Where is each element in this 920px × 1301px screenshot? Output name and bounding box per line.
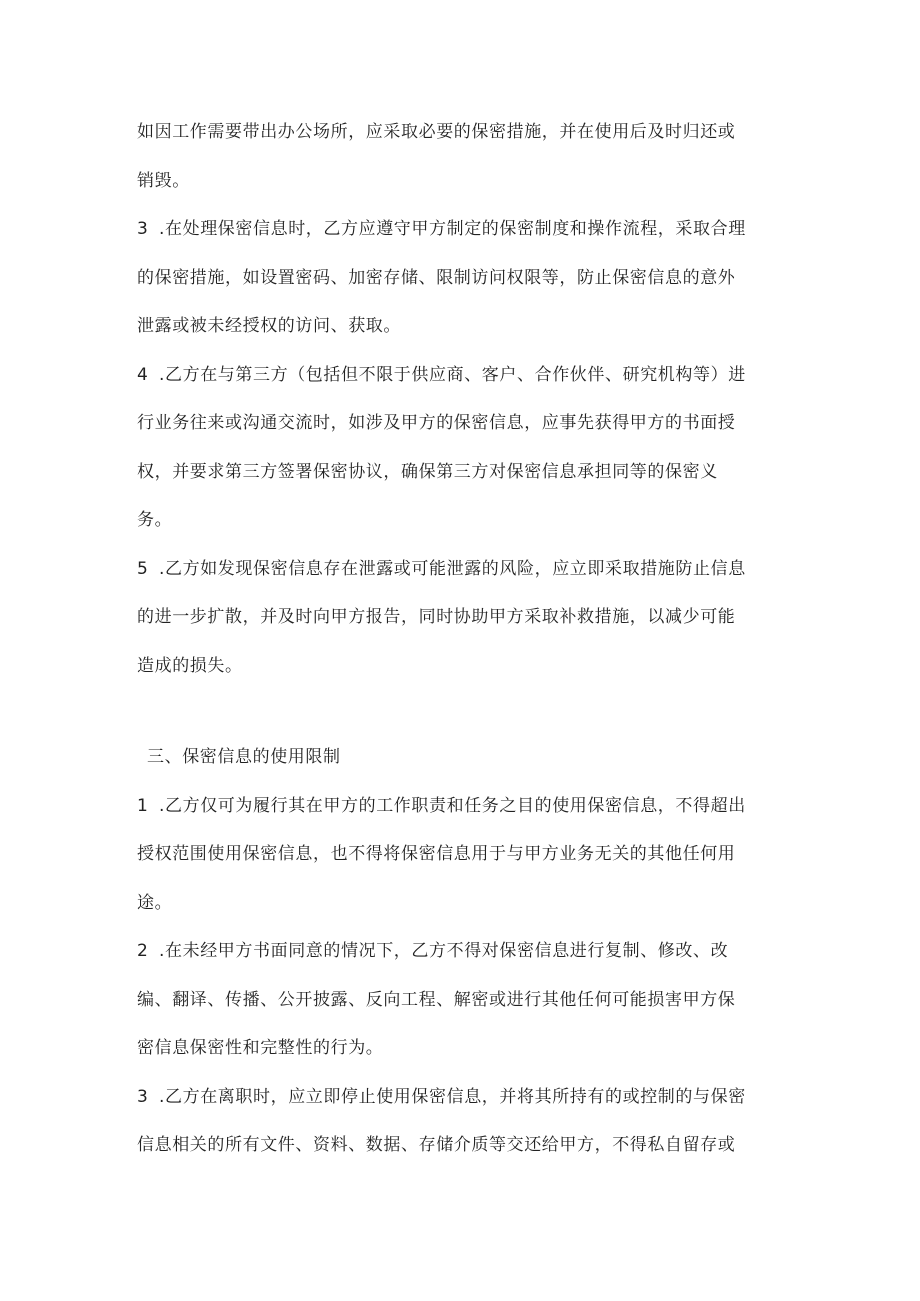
text-line (137, 1073, 787, 1122)
text-line: 行业务往来或沟通交流时，如涉及甲方的保密信息，应事先获得甲方的书面授 (137, 413, 736, 433)
clause-number: 5 (137, 558, 149, 579)
section-heading: 三、保密信息的使用限制 (147, 747, 341, 767)
clause-number: 3 (137, 1086, 149, 1107)
text-line: 编、翻译、传播、公开披露、反向工程、解密或进行其他任何可能损害甲方保 (137, 989, 736, 1010)
text-line (137, 205, 787, 254)
text-line: 信息相关的所有文件、资料、数据、存储介质等交还给甲方，不得私自留存或 (137, 1135, 736, 1155)
text-line: 的进一步扩散，并及时向甲方报告，同时协助甲方采取补救措施，以减少可能 (137, 607, 736, 627)
text-line (137, 782, 787, 831)
text-line: 授权范围使用保密信息，也不得将保密信息用于与甲方业务无关的其他任何用 (137, 844, 736, 864)
section-two-tail (137, 108, 787, 690)
clause-5 (137, 545, 787, 691)
text-line: 泄露或被未经授权的访问、获取。 (137, 316, 401, 336)
text-line: 的保密措施，如设置密码、加密存储、限制访问权限等，防止保密信息的意外 (137, 267, 736, 288)
text-line: 权，并要求第三方签署保密协议，确保第三方对保密信息承担同等的保密义 (137, 461, 718, 482)
clause-3 (137, 205, 787, 351)
continuation-paragraph (137, 108, 787, 205)
clause-number: 4 (137, 364, 149, 385)
text-line: 销毁。 (137, 170, 190, 191)
clause-4 (137, 351, 787, 545)
text-line: 途。 (137, 892, 173, 913)
usage-clause-1 (137, 782, 787, 928)
section-three (137, 733, 787, 1170)
text-line: 密信息保密性和完整性的行为。 (137, 1038, 384, 1058)
clause-number: 1 (137, 795, 149, 816)
clause-text: .乙方在与第三方（包括但不限于供应商、客户、合作伙伴、研究机构等）进 (159, 364, 746, 385)
text-line (137, 351, 787, 400)
clause-text: .乙方仅可为履行其在甲方的工作职责和任务之目的使用保密信息，不得超出 (159, 795, 746, 816)
clause-text: .乙方在离职时，应立即停止使用保密信息，并将其所持有的或控制的与保密 (159, 1086, 746, 1107)
clause-number: 3 (137, 219, 149, 239)
clause-text: .在处理保密信息时，乙方应遵守甲方制定的保密制度和操作流程，采取合理 (159, 219, 746, 239)
text-line: 如因工作需要带出办公场所，应采取必要的保密措施，并在使用后及时归还或 (137, 122, 736, 142)
text-line: 务。 (137, 510, 173, 530)
usage-clause-2 (137, 927, 787, 1073)
clause-text: .乙方如发现保密信息存在泄露或可能泄露的风险，应立即采取措施防止信息 (159, 558, 746, 579)
usage-clause-3 (137, 1073, 787, 1170)
text-line (137, 545, 787, 594)
text-line: 造成的损失。 (137, 655, 243, 676)
clause-number: 2 (137, 941, 149, 961)
clause-text: .在未经甲方书面同意的情况下，乙方不得对保密信息进行复制、修改、改 (159, 941, 729, 961)
text-line (137, 927, 787, 976)
